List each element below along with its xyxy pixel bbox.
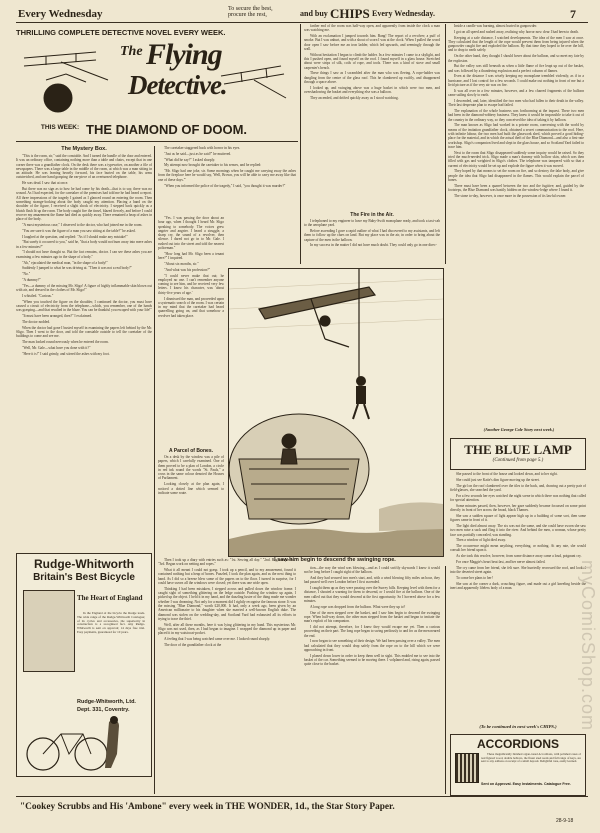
rudge-map-icon [23, 590, 75, 672]
climbing-man-icon [353, 376, 369, 419]
column-rule-2 [300, 24, 301, 264]
footer-rule [16, 796, 588, 797]
ad-accordions [450, 734, 586, 796]
banner-rule [16, 141, 298, 142]
illustration-caption: I saw him begin to descend the swinging rope. [274, 557, 396, 563]
blue-lamp-title: THE BLUE LAMP [464, 442, 572, 457]
column-2-text-bottom: On a desk by the window was a pile of papers, which I carefully examined. One of them proved to be a plan of London, a circle in red ink round the words "St. Pauls," a cross in the same colour denoted the Houses of Parliament. Looking closely at the plan again, I noticed a dotted line which seemed to indicate some route. [158, 455, 224, 495]
rudge-subheading: The Heart of England [77, 594, 143, 602]
blue-lamp-heading-box [450, 438, 586, 470]
column-2-text-mid: "Yes. I was passing the door about an hour ago, when I thought I heard Mr. Sligo speaking to somebody. The voices grew angrier and angrier. I heard a struggle, a sharp cry, the sound of a revolver, then silence. I dared not go in to Mr. Gale. I rushed out into the street and told the nearest policeman." "How long had Mr. Sligo been a tenant here?" I inquired. "About six months, sir." "And what was his profession?" "I could never make that out; he employed no one. I can't remember anyone coming to see him, and he received very few letters. I know his character, was 'about thirty-five years of age.' I dismissed the man, and proceeded upon a systematic search of the room. I was certain in my mind that the caretaker had heard quarrelling going on, and that somehow a revolver had taken place. [158, 216, 224, 318]
column-3-text-fire: I telephoned to my engineer to have my Baby-Swift monoplane ready, and took a taxi-cab to the aeroplane yard. Before ascending I gave a rapid outline of what I had discovered to my assistants, and left them to follow up the clues on land. But my place was in the air, in order to bring about the capture of the men in the balloon. In my success in the matter I did not have much doubt. They could only go in one direc- [304, 219, 440, 248]
this-week-label: THIS WEEK: [40, 124, 80, 131]
header-brand: CHIPS [330, 6, 370, 21]
rudge-brand: Rudge-Whitworth [34, 557, 134, 571]
column-rule-3 [445, 24, 446, 264]
rudge-body-text: In the England of the bicycle the Rudge leads. The wide range of the Rudge-Whitworth Catalogue; of its cycles and accessories, the superiority in construction is a recognised fact. Any Rudge-Whitworth is sent on approval; 14 days free trial. Easy payments, guaranteed for 10 years. [77, 612, 145, 634]
ad-rudge-whitworth [16, 553, 152, 777]
column-2-text-lower: Then I took up a diary with entries such as: "1st. Sewing all day." "2nd. Bag completed." "3rd. Began work on netting and ropes." What it all meant I could not grasp. I took up a pencil, and to my amazement, found it contained nothing but a heap of bones. Puzzled, I took the plan again, and as the next thing to hand. As I did so a breeze blew some of the papers on to the floor. I turned in surprise, for I could have sworn all the windows were closed; yet there was one wide open. Thinking I had been mistaken, I stepped across and pulled down the window frame. I caught sight of something glittering on the ledge outside. Pushing the window up again, I picked up the object. I held it in my hand, and the dazzling lustre of the thing made me wonder whether I was dreaming. Not only for a moment did I rightly recognise the famous stone. It was the missing "Blue Diamond," worth £20,000. It had, only a week ago, been given by an American millionaire to his daughter when she married a well-known English duke. The diamond was stolen on the wedding-day, and Scotland Yard had exhausted all its efforts in trying to trace the thief. Well, after all these months, here it was lying glittering in my hand. This mysterious Mr. Sligo was not used, then, as I had begun to imagine. I wrapped the diamond up in paper and placed it in my waistcoat-pocket. A feeling that I was being watched came over me. I looked round sharply. The door of the grandfather clock at the [158, 558, 296, 647]
rudge-company: Rudge-Whitworth, Ltd. [77, 699, 136, 705]
column-rule-1 [154, 146, 155, 794]
blue-lamp-continued: (Continued from page 5.) [492, 458, 544, 463]
watermark: myComicShop.com [578, 560, 598, 732]
rudge-tagline: Britain's Best Bicycle [33, 572, 135, 583]
header-rule [16, 22, 588, 23]
title-the: The [120, 44, 143, 59]
accordions-title: ACCORDIONS [476, 737, 559, 751]
header-and-buy: and buy [300, 9, 328, 18]
accordions-body: These magnificently finished organ-toned Accordions, with polished cases of real figured wood, double bellows, the finest steel reeds and full range of keys, are sent to any address on receipt of a small deposit. Delightful tone, easily learned. [481, 753, 581, 764]
rudge-dept: Dept. 331, Coventry. [77, 707, 130, 713]
footer-text: "Cookey Scrubbs and His 'Ambone" every week in THE WONDER, 1d., the Star Story Paper. [20, 802, 395, 812]
column-4-text: Inside a candle was burning, almost buried in gunpowder. I got on all speed and rushed away, realising why horror now clear I had been to death. Keeping at a safe distance, I watched developments. The idea of the men I saw at once. They calculated that the length of the rope would prevent them from being injured when the gunpowder caught fire and exploded the balloon. By that time they hoped to be over the hill, and to drop to earth safely. On the other hand, they thought I should hover about the balloon, and so meet my fate by the explosion. But the valley was still beneath us when a little flame of fire leapt up out of the basket, and was followed by a thundering explosion and a perfect column of flames. Even at the distance I was wisely keeping my monoplane trembled violently, as if in a hurricane, and I lost control for a few seconds. I could make out nothing in front of me but a livid picture as if the very air was on fire. It was all over in a few minutes, however, and a few charred fragments of the balloon came sailing slowly to earth. I descended, and, later, identified the two men who had fallen to their death in the valley. Their last desperate plan to escape had failed. The explanation of the whole business was forthcoming at the inquest. These two men had been in the diamond-robbery business. They knew it would be impossible to take it out of the country in the ordinary way, so they conceived the idea of taking it by balloon. The man known as Sligo had worked in a private room, conversing with the world by means of the imitation grandfather clock, obtained a secret communication to the roof. Here, with infinite labour, the two men had built the glasswork shed, which proved a good hiding-place for the material, and in which the actual theft of the Blue Diamond—and also a first-rate workshop. Sligo's companion lived and slept in the glass house, and so Scotland Yard failed to trace him. Next to the room that Sligo disappeared suddenly some inquiry would be raised. So they tried the much-needed trick. Sligo made a man's dummy with hollow skin, which was then filled with gas and weighted in Sligo's clothes. The telephone was tampered with so that a current of electricity would be set up and explode the figure when it was moved. They hoped by that means to set the room on fire, and so destroy the fake body, and give people the idea that Sligo had disappeared in the flames. This would explain the parcel of bones. There must have been a quarrel between the two and the fugitive; and, guided by the footsteps, the Blue Diamond was hastily hidden on the window-ledge where I found it. The stone to-day, however, is once more in the possession of its lawful owner. [448, 24, 584, 198]
title-flying: Flying [146, 38, 222, 71]
basket-icon [229, 414, 369, 524]
balloon-scene-svg [229, 269, 443, 556]
bicycle-illustration [21, 714, 147, 772]
story-title: THE DIAMOND OF DOOM. [86, 122, 248, 137]
header-tagline-2: procure the rest, [228, 12, 267, 18]
thrilling-line: THRILLING COMPLETE DETECTIVE NOVEL EVERY WEEK. [16, 28, 226, 37]
section-parcel-bones: A Parcel of Bones. [169, 448, 213, 454]
column-3-text-bottom: tion—the way the wind was blowing—and as I could swiftly skywards I knew it would not be long before I caught sight of the balloon. And they had secured two men's start, and, with a wind blowing fifty miles an hour, they had passed well over London before I first ascended. I caught them up as they were passing over the Surrey hills. Keeping level with them for a distance, I shouted a warning for them to descend, or I would fire at the balloon. One of the men called out that they would descend at the first opportunity. So I hovered above for a few minutes. A long rope was dropped from the balloon. What were they up to? One of the men stepped over the basket, and I saw him begin to descend the swinging rope. When half-way down, the other man stepped from the basket and began to imitate the man's exploit of his companion. I did not attempt, therefore, for I knew they would escape me yet. Then a curious proceeding on their part. The long rope began to swing perilously to and fro as the men neared the end. I now began to see something of their design. We had been passing over a valley. The men had calculated that they would drop safely from the rope on to the hill which we were approaching in front. I planed down lower in order to keep them well in sight. This enabled me to see into the basket of the car. Something seemed to be moving there. I volplaned and, rising again, passed quite close to the basket. [304, 566, 440, 667]
page-number: 7 [570, 7, 576, 21]
column-rule-4 [445, 566, 446, 794]
header-right: Every Wednesday. [372, 9, 435, 18]
monoplane-icon [259, 287, 375, 347]
column-3-text-top: farther end of the room was half-way open, and apparently from inside the clock a man was watching me. With an exclamation I jumped towards him. Bang! The report of a revolver; a puff of smoke. But I was unhurt, and with a shout of scorn I was at the clock. When I pulled the wood door open I saw before me an iron ladder, which led upwards, and seemingly through the wall. Without hesitation I began to climb the ladder. In a few minutes I came to a skylight, and this I pushed open, and found myself on the roof. I found myself in a glass house. Stretched about were strips of silk, coils of rope, and tools. There was a kind of stove and small carpenter's bench. These things I saw as I scrambled after the man who was fleeing. A rope-ladder was dangling from the centre of the glass roof. This he clambered up swiftly, and disappeared through a space above. I looked up, and swinging above was a huge basket in which were two men, and overshadowing the basket and everything else was a balloon. They ascended, and drifted quickly away as I stood watching. [304, 24, 440, 100]
footer-code: 28-9-18 [556, 818, 574, 824]
title-banner [16, 40, 296, 118]
title-detective: Detective. [128, 70, 227, 100]
continued-next-week: (To be continued in next week's CHIPS.) [479, 724, 557, 729]
header-tagline-1: To secure the best, [228, 6, 273, 12]
column-1-text: "This is the room, sir," said the constable. And I turned the handle of the door and entered. It was an ordinary office, containing nothing more than a table and chairs, except that in one corner there was a grandfather clock. On the desk there was a typewriter, on another a file of newspapers. There was a large table in the middle of the room, at which was a man sitting in an attitude. He was leaning heavily forward, his face buried on the table, his arms outstretched, and one hand grasping the ear-piece of an overturned telephone. He was dead. I saw that at once. But there was no sign as to how he had come by his death—that is to say, there was no wound. As I had expected, for the caretaker of the premises had told me he had heard a report. All three impressions of the tragedy I gained as I glanced round on entering the room. Then something strange-looking about the body caught my attention. Placing a hand on the shoulder of the figure, I received a slight shock of electricity. I stepped back quickly as a bluish flash lit up the room. The body caught fire the tinsel, blazed fiercely, and before I could recover my amazement the flame had died as quickly away. There remained a heap of ashes in place of the body. "A most mysterious case," I observed to the doctor, who had joined me in the room. "You are sure it was the figure of a man you saw sitting at the table?" he asked. I laughed at the question, and replied: "As if I should make any mistake!" "But surely it occurred to you," said he, "that a body would not burn away into mere ashes in a few minutes?" "I should not have thought so. But the fact remains, doctor. I can see these ashes you are examining a few minutes ago in the shape of a body." "Ah," ejaculated the medical man, "in the shape of a body!" Suddenly I jumped to what he was driving at. "Then it was not a real body?" "No." "A dummy?" "Yes—a dummy of the missing Mr. Sligo! A figure of highly inflammable skin blown out with air, and dressed in the clothes of Mr. Sligo!" I whistled. "Curious." "When you touched the figure on the shoulder, I continued the doctor, you must have caused a circuit of electricity from the telephone—which, you remember, one of the hands was grasping—and that resulted in the blaze. You can be thankful you escaped with your life!" "It must have been arranged, then?" I exclaimed. The doctor nodded. When the doctor had gone I busied myself in examining the papers left behind by the Mr. Sligo. Then I went to the door, and told the constable outside to tell the caretaker of the buildings to come and see me. The man looked round nervously when he entered the room. "Well, Mr. Gale—what have you done with it?" "Here it is!" I said grimly, and stirred the ashes with my foot. [16, 154, 152, 356]
accordions-terms: Sent on Approval. Easy Instalments. Catalogue Free. [481, 782, 571, 786]
column-end-note: (Another George Cole Story next week.) [483, 427, 555, 432]
biplane-right-icon [221, 66, 286, 98]
balloon-illustration [228, 268, 444, 557]
section-mystery-box: The Mystery Box. [61, 146, 107, 152]
accordion-icon [455, 753, 479, 783]
biplane-left-icon [24, 52, 108, 112]
blue-lamp-text: She passed to the front of the house and looked down, and to her right. She could just see Katie's dim figure moving up the street. The girl on the roof clambered over the tiles to the back, and, drawing out a pretty pair of field-glasses, she searched the yard. For a few seconds her eyes watched the night scene in which there was nothing that called for special attention. Some minutes passed, then, however, her gaze suddenly became focussed on some point directly in front of her across the broad, black Thames. She saw a sudden square of light appear high up in a building of some sort, then some figures came in front of it. The light died almost away. The six was not the same, and she could have sworn she saw two men raise a sack and fling it into the river. And behind the men, a woman, whose pretty face was partially concealed, was standing. Then a window of light died away. The occurrence might mean anything, everything, or nothing. At any rate, she would consult her friend upon it. As she took this resolve, however, from some distance away came a loud, poignant cry. For once Maggie's heart beat fast, and her nerve almost failed. The cry came from her friend, she felt sure. She hurriedly recrossed the roof, and looked into the deserted street again. To come her plans to her! She saw at the corner a dark, crouching figure, and made out a girl kneeling beside the inert and apparently lifeless body of a man. [450, 472, 586, 591]
header-left: Every Wednesday [18, 8, 103, 20]
section-fire-in-air: The Fire in the Air. [350, 212, 394, 218]
column-2-text-top: The caretaker staggered back with horror in his eyes. "Just as he said—just as he said!" he muttered. "What did he say?" I asked sharply. My attempt now brought the caretaker to his senses, and he replied: "Mr. Sligo had one joke, sir. Some mornings when he caught me carrying away the ashes from the fireplace here he would say, 'Well, Brown, you will be able to carry me away like that one of these days.'" "When you informed the police of the tragedy," I said, "you thought it was murder?" [158, 146, 296, 188]
